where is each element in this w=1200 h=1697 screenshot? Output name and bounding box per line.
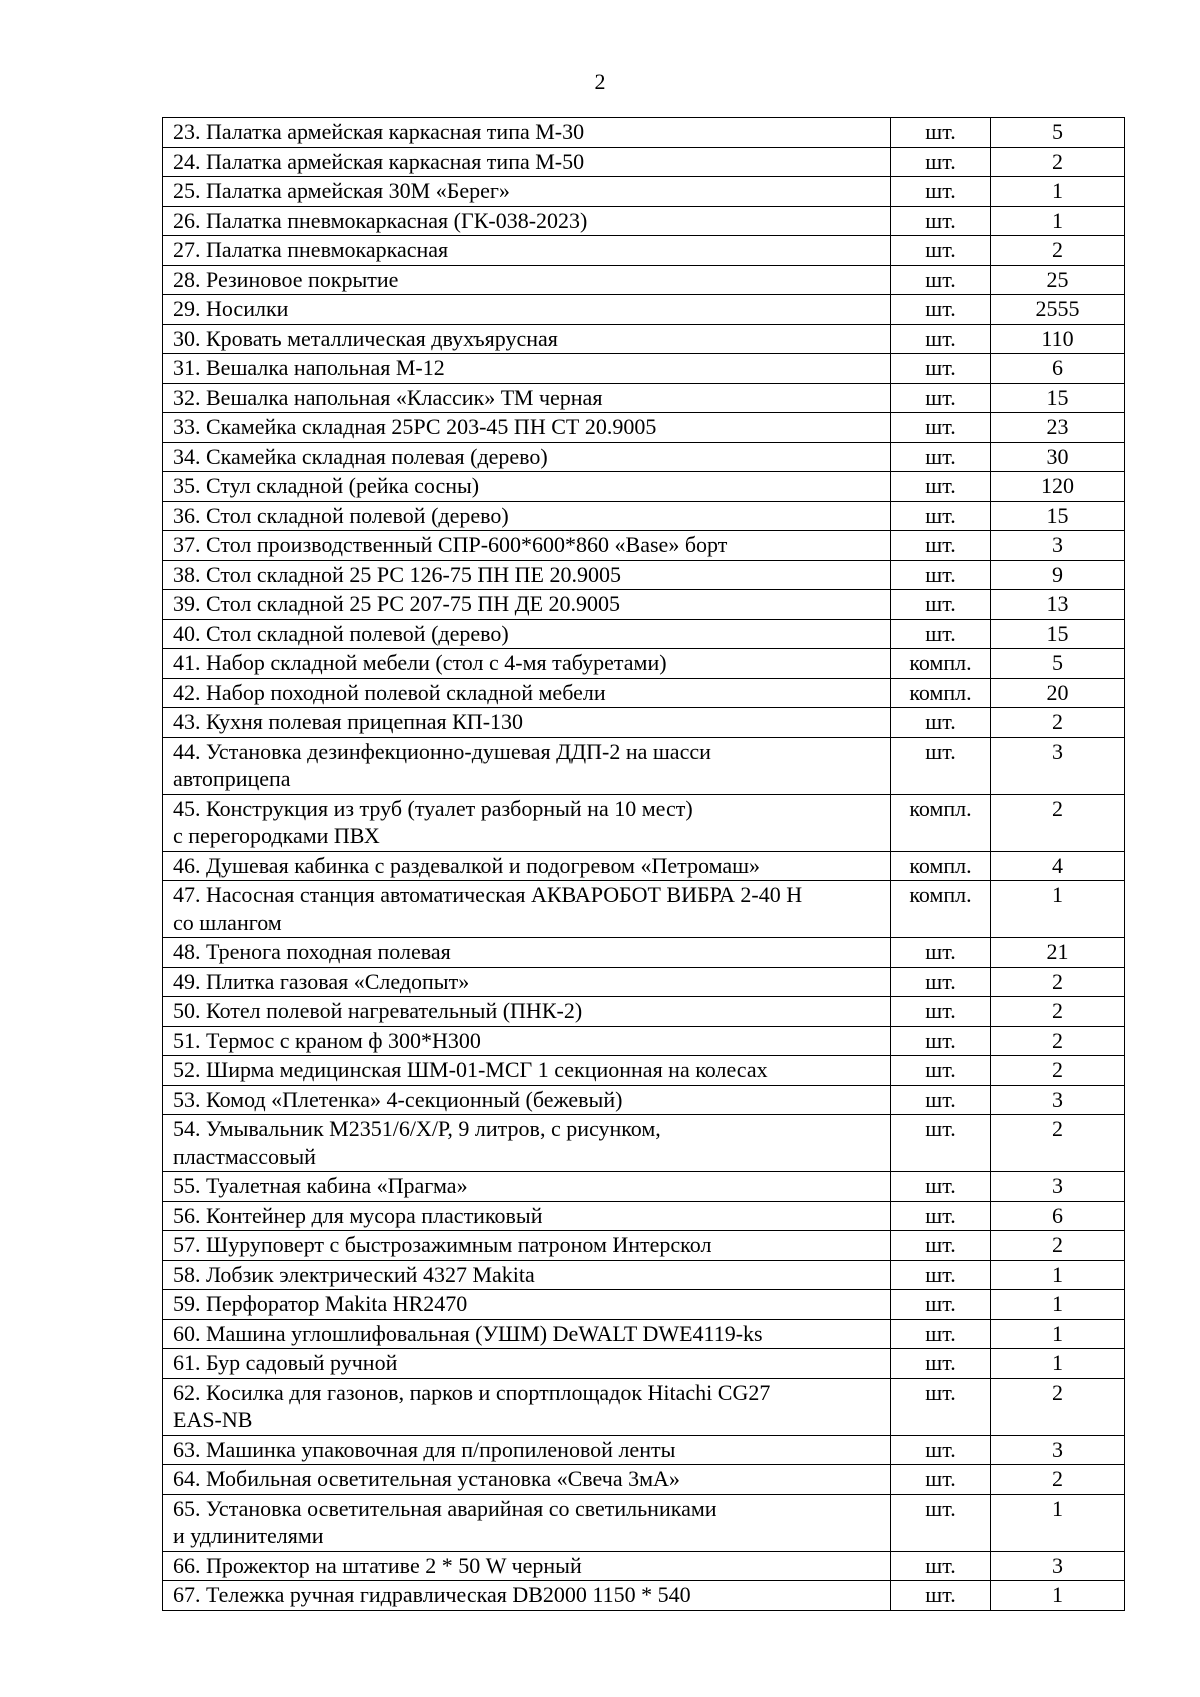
quantity-cell: 1 (991, 1494, 1125, 1551)
quantity-cell: 2 (991, 1026, 1125, 1056)
item-name-cell: 51. Термос с краном ф 300*Н300 (163, 1026, 891, 1056)
quantity-cell: 5 (991, 649, 1125, 679)
unit-cell: шт. (891, 147, 991, 177)
unit-cell: шт. (891, 1494, 991, 1551)
quantity-cell: 25 (991, 265, 1125, 295)
item-name-cell: 34. Скамейка складная полевая (дерево) (163, 442, 891, 472)
unit-cell: компл. (891, 851, 991, 881)
item-name-cell: 40. Стол складной полевой (дерево) (163, 619, 891, 649)
quantity-cell: 1 (991, 1319, 1125, 1349)
unit-cell: шт. (891, 967, 991, 997)
unit-cell: шт. (891, 619, 991, 649)
unit-cell: шт. (891, 708, 991, 738)
quantity-cell: 2 (991, 794, 1125, 851)
table-row (163, 295, 1125, 325)
item-name-cell: 25. Палатка армейская 30М «Берег» (163, 177, 891, 207)
quantity-cell: 1 (991, 1290, 1125, 1320)
item-name-cell: 54. Умывальник М2351/6/Х/Р, 9 литров, с рисунком, пластмассовый (163, 1115, 891, 1172)
unit-cell: шт. (891, 265, 991, 295)
table-row (163, 1581, 1125, 1611)
table-row (163, 708, 1125, 738)
table-row (163, 794, 1125, 851)
item-name-cell: 49. Плитка газовая «Следопыт» (163, 967, 891, 997)
quantity-cell: 2 (991, 708, 1125, 738)
unit-cell: шт. (891, 354, 991, 384)
quantity-cell: 15 (991, 501, 1125, 531)
unit-cell: шт. (891, 1026, 991, 1056)
table-row (163, 265, 1125, 295)
quantity-cell: 2 (991, 1056, 1125, 1086)
item-name-cell: 62. Косилка для газонов, парков и спортплощадок Hitachi CG27 EAS-NB (163, 1378, 891, 1435)
item-name-cell: 67. Тележка ручная гидравлическая DB2000 1150 * 540 (163, 1581, 891, 1611)
quantity-cell: 3 (991, 1172, 1125, 1202)
table-row (163, 1465, 1125, 1495)
item-name-cell: 59. Перфоратор Makita HR2470 (163, 1290, 891, 1320)
quantity-cell: 1 (991, 177, 1125, 207)
quantity-cell: 1 (991, 1349, 1125, 1379)
item-name-cell: 42. Набор походной полевой складной мебели (163, 678, 891, 708)
quantity-cell: 2555 (991, 295, 1125, 325)
item-name-cell: 43. Кухня полевая прицепная КП-130 (163, 708, 891, 738)
table-row (163, 1290, 1125, 1320)
table-row (163, 997, 1125, 1027)
table-row (163, 619, 1125, 649)
unit-cell: шт. (891, 206, 991, 236)
quantity-cell: 9 (991, 560, 1125, 590)
table-row (163, 1056, 1125, 1086)
table-row (163, 177, 1125, 207)
item-name-cell: 35. Стул складной (рейка сосны) (163, 472, 891, 502)
quantity-cell: 2 (991, 967, 1125, 997)
item-name-cell: 45. Конструкция из труб (туалет разборный на 10 мест) с перегородками ПВХ (163, 794, 891, 851)
item-name-cell: 33. Скамейка складная 25РС 203-45 ПН СТ 20.9005 (163, 413, 891, 443)
table-row (163, 1026, 1125, 1056)
quantity-cell: 5 (991, 118, 1125, 148)
item-name-cell: 53. Комод «Плетенка» 4-секционный (бежевый) (163, 1085, 891, 1115)
table-row (163, 501, 1125, 531)
items-table-body (163, 118, 1125, 1611)
page-number: 2 (594, 69, 606, 94)
quantity-cell: 2 (991, 236, 1125, 266)
unit-cell: компл. (891, 649, 991, 679)
table-row (163, 383, 1125, 413)
table-row (163, 442, 1125, 472)
item-name-cell: 48. Тренога походная полевая (163, 938, 891, 968)
quantity-cell: 1 (991, 881, 1125, 938)
table-row (163, 649, 1125, 679)
unit-cell: шт. (891, 1465, 991, 1495)
quantity-cell: 3 (991, 737, 1125, 794)
item-name-cell: 63. Машинка упаковочная для п/пропиленовой ленты (163, 1435, 891, 1465)
item-name-cell: 57. Шуруповерт с быстрозажимным патроном Интерскол (163, 1231, 891, 1261)
item-name-cell: 61. Бур садовый ручной (163, 1349, 891, 1379)
item-name-cell: 36. Стол складной полевой (дерево) (163, 501, 891, 531)
quantity-cell: 13 (991, 590, 1125, 620)
unit-cell: шт. (891, 1201, 991, 1231)
quantity-cell: 2 (991, 1378, 1125, 1435)
quantity-cell: 110 (991, 324, 1125, 354)
quantity-cell: 3 (991, 531, 1125, 561)
quantity-cell: 21 (991, 938, 1125, 968)
table-row (163, 1551, 1125, 1581)
item-name-cell: 38. Стол складной 25 РС 126-75 ПН ПЕ 20.9005 (163, 560, 891, 590)
table-row (163, 560, 1125, 590)
table-row (163, 324, 1125, 354)
unit-cell: шт. (891, 1085, 991, 1115)
unit-cell: шт. (891, 997, 991, 1027)
quantity-cell: 3 (991, 1435, 1125, 1465)
item-name-cell: 64. Мобильная осветительная установка «Свеча 3мА» (163, 1465, 891, 1495)
unit-cell: шт. (891, 560, 991, 590)
table-row (163, 354, 1125, 384)
table-row (163, 967, 1125, 997)
quantity-cell: 15 (991, 383, 1125, 413)
quantity-cell: 1 (991, 1581, 1125, 1611)
unit-cell: шт. (891, 1290, 991, 1320)
unit-cell: компл. (891, 794, 991, 851)
table-row (163, 147, 1125, 177)
item-name-cell: 27. Палатка пневмокаркасная (163, 236, 891, 266)
quantity-cell: 20 (991, 678, 1125, 708)
item-name-cell: 47. Насосная станция автоматическая АКВАРОБОТ ВИБРА 2-40 Н со шлангом (163, 881, 891, 938)
quantity-cell: 6 (991, 354, 1125, 384)
quantity-cell: 2 (991, 147, 1125, 177)
unit-cell: шт. (891, 1378, 991, 1435)
table-row (163, 678, 1125, 708)
unit-cell: шт. (891, 1435, 991, 1465)
quantity-cell: 3 (991, 1085, 1125, 1115)
item-name-cell: 56. Контейнер для мусора пластиковый (163, 1201, 891, 1231)
unit-cell: шт. (891, 531, 991, 561)
item-name-cell: 50. Котел полевой нагревательный (ПНК-2) (163, 997, 891, 1027)
item-name-cell: 39. Стол складной 25 РС 207-75 ПН ДЕ 20.9005 (163, 590, 891, 620)
table-row (163, 737, 1125, 794)
table-row (163, 1435, 1125, 1465)
unit-cell: шт. (891, 737, 991, 794)
quantity-cell: 1 (991, 1260, 1125, 1290)
table-row (163, 1494, 1125, 1551)
unit-cell: шт. (891, 442, 991, 472)
quantity-cell: 4 (991, 851, 1125, 881)
unit-cell: шт. (891, 118, 991, 148)
table-row (163, 1115, 1125, 1172)
item-name-cell: 31. Вешалка напольная М-12 (163, 354, 891, 384)
item-name-cell: 55. Туалетная кабина «Прагма» (163, 1172, 891, 1202)
item-name-cell: 46. Душевая кабинка с раздевалкой и подогревом «Петромаш» (163, 851, 891, 881)
unit-cell: шт. (891, 1231, 991, 1261)
quantity-cell: 1 (991, 206, 1125, 236)
unit-cell: шт. (891, 501, 991, 531)
unit-cell: шт. (891, 1581, 991, 1611)
table-row (163, 1085, 1125, 1115)
quantity-cell: 2 (991, 1115, 1125, 1172)
quantity-cell: 23 (991, 413, 1125, 443)
unit-cell: шт. (891, 1319, 991, 1349)
table-row (163, 236, 1125, 266)
item-name-cell: 44. Установка дезинфекционно-душевая ДДП-2 на шасси автоприцепа (163, 737, 891, 794)
item-name-cell: 41. Набор складной мебели (стол с 4-мя табуретами) (163, 649, 891, 679)
table-row (163, 413, 1125, 443)
unit-cell: шт. (891, 472, 991, 502)
quantity-cell: 2 (991, 997, 1125, 1027)
table-row (163, 1319, 1125, 1349)
quantity-cell: 2 (991, 1231, 1125, 1261)
unit-cell: шт. (891, 1260, 991, 1290)
item-name-cell: 24. Палатка армейская каркасная типа М-50 (163, 147, 891, 177)
quantity-cell: 3 (991, 1551, 1125, 1581)
item-name-cell: 65. Установка осветительная аварийная со светильниками и удлинителями (163, 1494, 891, 1551)
item-name-cell: 32. Вешалка напольная «Классик» ТМ черная (163, 383, 891, 413)
unit-cell: шт. (891, 1056, 991, 1086)
table-row (163, 851, 1125, 881)
item-name-cell: 66. Прожектор на штативе 2 * 50 W черный (163, 1551, 891, 1581)
table-row (163, 118, 1125, 148)
quantity-cell: 15 (991, 619, 1125, 649)
unit-cell: компл. (891, 881, 991, 938)
table-row (163, 1231, 1125, 1261)
table-row (163, 1349, 1125, 1379)
unit-cell: компл. (891, 678, 991, 708)
item-name-cell: 30. Кровать металлическая двухъярусная (163, 324, 891, 354)
item-name-cell: 37. Стол производственный СПР-600*600*860 «Base» борт (163, 531, 891, 561)
table-row (163, 1260, 1125, 1290)
unit-cell: шт. (891, 177, 991, 207)
table-row (163, 472, 1125, 502)
unit-cell: шт. (891, 413, 991, 443)
unit-cell: шт. (891, 236, 991, 266)
unit-cell: шт. (891, 383, 991, 413)
table-row (163, 938, 1125, 968)
item-name-cell: 58. Лобзик электрический 4327 Makita (163, 1260, 891, 1290)
unit-cell: шт. (891, 295, 991, 325)
items-table (162, 117, 1125, 1611)
item-name-cell: 60. Машина углошлифовальная (УШМ) DeWALT DWE4119-ks (163, 1319, 891, 1349)
quantity-cell: 6 (991, 1201, 1125, 1231)
unit-cell: шт. (891, 938, 991, 968)
table-row (163, 1201, 1125, 1231)
table-row (163, 531, 1125, 561)
table-row (163, 1172, 1125, 1202)
unit-cell: шт. (891, 1115, 991, 1172)
item-name-cell: 52. Ширма медицинская ШМ-01-МСГ 1 секционная на колесах (163, 1056, 891, 1086)
unit-cell: шт. (891, 1349, 991, 1379)
quantity-cell: 2 (991, 1465, 1125, 1495)
table-row (163, 1378, 1125, 1435)
unit-cell: шт. (891, 1551, 991, 1581)
unit-cell: шт. (891, 590, 991, 620)
table-row (163, 590, 1125, 620)
item-name-cell: 26. Палатка пневмокаркасная (ГК-038-2023) (163, 206, 891, 236)
quantity-cell: 120 (991, 472, 1125, 502)
quantity-cell: 30 (991, 442, 1125, 472)
item-name-cell: 23. Палатка армейская каркасная типа М-30 (163, 118, 891, 148)
unit-cell: шт. (891, 324, 991, 354)
unit-cell: шт. (891, 1172, 991, 1202)
item-name-cell: 28. Резиновое покрытие (163, 265, 891, 295)
table-row (163, 206, 1125, 236)
item-name-cell: 29. Носилки (163, 295, 891, 325)
table-row (163, 881, 1125, 938)
